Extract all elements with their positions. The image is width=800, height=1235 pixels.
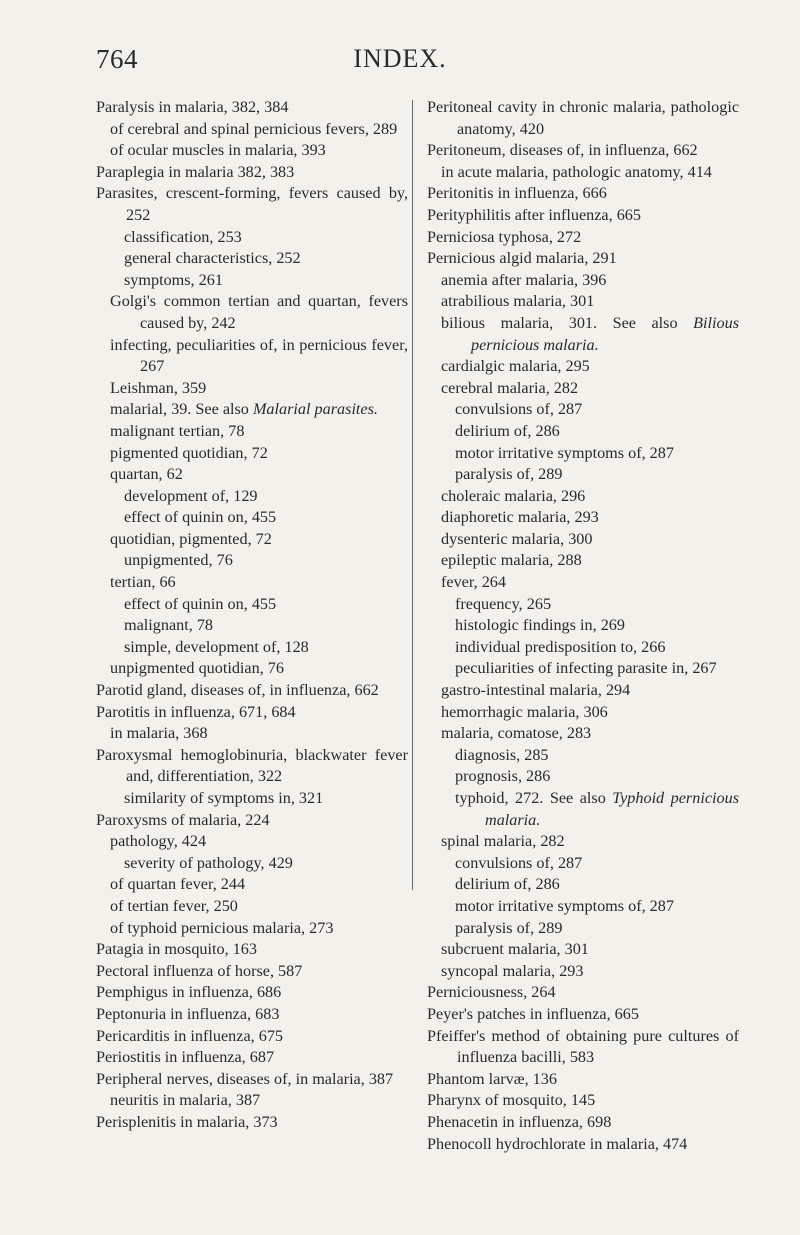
index-entry-text: of ocular muscles in malaria, 393 xyxy=(110,141,326,160)
index-entry-text: choleraic malaria, 296 xyxy=(441,486,586,505)
index-entry xyxy=(427,982,739,1004)
index-entry-text: dysenteric malaria, 300 xyxy=(441,529,593,548)
index-entry xyxy=(96,810,408,832)
index-entry-text: malignant tertian, 78 xyxy=(110,421,245,440)
index-entry-text: Perisplenitis in malaria, 373 xyxy=(96,1112,278,1131)
index-entry-text: effect of quinin on, 455 xyxy=(124,508,277,527)
index-entry xyxy=(427,140,739,162)
running-title: INDEX. xyxy=(353,44,447,73)
index-entry xyxy=(96,874,408,896)
index-entry-text: Phantom larvæ, 136 xyxy=(427,1069,557,1088)
index-entry-text: histologic findings in, 269 xyxy=(455,616,625,635)
index-entry xyxy=(96,529,408,551)
index-entry xyxy=(96,270,408,292)
index-column-left xyxy=(96,97,408,1134)
index-entry xyxy=(96,1090,408,1112)
index-entry xyxy=(96,421,408,443)
index-entry xyxy=(96,788,408,810)
index-entry xyxy=(427,97,739,140)
index-entry xyxy=(427,961,739,983)
index-entry xyxy=(427,615,739,637)
index-entry xyxy=(427,918,739,940)
index-entry xyxy=(427,356,739,378)
index-entry-text: classification, 253 xyxy=(124,227,242,246)
index-entry-text: Perniciousness, 264 xyxy=(427,983,556,1002)
index-entry xyxy=(427,594,739,616)
index-entry xyxy=(96,961,408,983)
index-entry xyxy=(96,896,408,918)
index-entry-text: Parotid gland, diseases of, in influenza, 662 xyxy=(96,681,379,700)
index-entry-text: Peritoneal cavity in chronic malaria, pathologic anatomy, 420 xyxy=(427,98,739,138)
index-entry xyxy=(96,227,408,249)
index-entry-text: Pericarditis in influenza, 675 xyxy=(96,1026,284,1045)
index-entry xyxy=(96,723,408,745)
index-entry-text: typhoid, 272. See also xyxy=(455,789,613,807)
index-entry xyxy=(427,939,739,961)
page-number: 764 xyxy=(96,44,138,74)
index-entry-text: Peritoneum, diseases of, in influenza, 662 xyxy=(427,141,698,160)
index-entry-text: gastro-intestinal malaria, 294 xyxy=(441,681,631,700)
index-entry xyxy=(427,399,739,421)
index-entry xyxy=(427,874,739,896)
index-entry xyxy=(96,982,408,1004)
index-entry-text: Peptonuria in influenza, 683 xyxy=(96,1004,280,1023)
index-entry-text: epileptic malaria, 288 xyxy=(441,551,582,570)
index-entry-text: Perityphilitis after influenza, 665 xyxy=(427,205,641,224)
index-entry-text: diaphoretic malaria, 293 xyxy=(441,508,599,527)
column-divider xyxy=(412,100,413,890)
index-entry xyxy=(427,378,739,400)
index-entry-text: convulsions of, 287 xyxy=(455,853,583,872)
index-entry xyxy=(427,766,739,788)
index-entry-text: tertian, 66 xyxy=(110,573,176,592)
index-entry xyxy=(96,1004,408,1026)
index-entry-text: in acute malaria, pathologic anatomy, 414 xyxy=(441,162,712,181)
index-entry-text: Pernicious algid malaria, 291 xyxy=(427,249,617,268)
index-entry xyxy=(427,291,739,313)
index-entry-text: Peritonitis in influenza, 666 xyxy=(427,184,607,203)
index-entry xyxy=(96,680,408,702)
index-entry-text: Periostitis in influenza, 687 xyxy=(96,1048,275,1067)
index-entry xyxy=(96,1112,408,1134)
index-entry xyxy=(427,162,739,184)
index-entry-text: Phenocoll hydrochlorate in malaria, 474 xyxy=(427,1134,688,1153)
index-entry-text: pathology, 424 xyxy=(110,832,207,851)
index-entry-text: atrabilious malaria, 301 xyxy=(441,292,595,311)
index-entry xyxy=(427,1112,739,1134)
index-entry-text: Patagia in mosquito, 163 xyxy=(96,940,257,959)
index-entry-text: development of, 129 xyxy=(124,486,258,505)
index-entry xyxy=(96,183,408,226)
index-entry xyxy=(427,270,739,292)
index-entry-text: in malaria, 368 xyxy=(110,724,208,743)
index-entry-text: anemia after malaria, 396 xyxy=(441,270,607,289)
index-entry xyxy=(427,443,739,465)
index-entry-text: bilious malaria, 301. See also xyxy=(441,313,694,332)
index-entry-text: paralysis of, 289 xyxy=(455,918,563,937)
index-column-right xyxy=(427,97,739,1155)
index-entry xyxy=(427,1026,739,1069)
index-entry-text: delirium of, 286 xyxy=(455,875,560,894)
index-entry-text: individual predisposition to, 266 xyxy=(455,637,666,656)
index-entry-text: of cerebral and spinal pernicious fevers, 289 xyxy=(110,119,398,138)
index-entry-text: Peripheral nerves, diseases of, in malaria, 387 xyxy=(96,1069,394,1088)
index-entry xyxy=(96,918,408,940)
index-entry-text: Pharynx of mosquito, 145 xyxy=(427,1091,596,1110)
index-entry-text: simple, development of, 128 xyxy=(124,637,309,656)
index-entry xyxy=(96,1069,408,1091)
index-entry-text: of tertian fever, 250 xyxy=(110,896,238,915)
index-entry-text: fever, 264 xyxy=(441,573,506,592)
cross-reference: Typhoid pernicious malaria. xyxy=(485,789,739,829)
index-entry-text: motor irritative symptoms of, 287 xyxy=(455,443,674,462)
cross-reference: Malarial parasites. xyxy=(252,400,378,419)
index-entry xyxy=(96,550,408,572)
index-entry xyxy=(96,464,408,486)
index-entry-text: paralysis of, 289 xyxy=(455,465,563,484)
index-entry-text: symptoms, 261 xyxy=(124,270,223,289)
index-entry-text: Peyer's patches in influenza, 665 xyxy=(427,1004,639,1023)
index-entry-text: Pectoral influenza of horse, 587 xyxy=(96,961,303,980)
index-entry xyxy=(427,486,739,508)
index-entry-text: quotidian, pigmented, 72 xyxy=(110,529,272,548)
index-entry xyxy=(96,97,408,119)
index-entry xyxy=(96,140,408,162)
index-entry xyxy=(427,572,739,594)
index-entry xyxy=(427,464,739,486)
index-entry xyxy=(96,378,408,400)
index-entry xyxy=(427,313,739,356)
index-entry-text: frequency, 265 xyxy=(455,594,552,613)
index-entry xyxy=(96,248,408,270)
index-entry-text: malaria, comatose, 283 xyxy=(441,724,592,743)
index-entry-text: Golgi's common tertian and quartan, fevers caused by, 242 xyxy=(110,292,408,332)
index-entry xyxy=(427,227,739,249)
page-header xyxy=(0,44,800,84)
index-entry xyxy=(427,421,739,443)
index-entry-text: of quartan fever, 244 xyxy=(110,875,246,894)
index-entry xyxy=(427,896,739,918)
index-entry-text: unpigmented quotidian, 76 xyxy=(110,659,284,678)
index-entry xyxy=(96,399,408,421)
index-entry-text: of typhoid pernicious malaria, 273 xyxy=(110,918,334,937)
index-entry xyxy=(427,1090,739,1112)
index-entry xyxy=(96,637,408,659)
index-entry-text: Paroxysmal hemoglobinuria, blackwater fever and, differentiation, 322 xyxy=(96,745,408,786)
index-entry-text: Paralysis in malaria, 382, 384 xyxy=(96,98,289,116)
index-entry xyxy=(427,529,739,551)
index-entry xyxy=(427,1069,739,1091)
index-entry xyxy=(427,723,739,745)
index-entry xyxy=(96,119,408,141)
index-entry xyxy=(96,291,408,334)
index-entry-text: Paraplegia in malaria 382, 383 xyxy=(96,162,295,181)
index-entry xyxy=(427,183,739,205)
index-entry xyxy=(427,1134,739,1156)
index-entry xyxy=(427,1004,739,1026)
index-entry-text: neuritis in malaria, 387 xyxy=(110,1091,261,1110)
index-entry-text: hemorrhagic malaria, 306 xyxy=(441,702,608,721)
index-entry xyxy=(427,637,739,659)
cross-reference: Bilious pernicious malaria. xyxy=(471,313,739,354)
index-entry xyxy=(427,507,739,529)
index-entry-text: Phenacetin in influenza, 698 xyxy=(427,1112,612,1131)
index-entry-text: cerebral malaria, 282 xyxy=(441,378,579,397)
index-entry-text: Leishman, 359 xyxy=(110,378,207,397)
index-entry xyxy=(96,162,408,184)
index-entry xyxy=(96,572,408,594)
index-entry-text: effect of quinin on, 455 xyxy=(124,594,277,613)
index-entry xyxy=(96,1047,408,1069)
index-entry xyxy=(96,486,408,508)
index-entry-text: delirium of, 286 xyxy=(455,421,560,440)
index-entry-text: cardialgic malaria, 295 xyxy=(441,357,590,376)
index-entry xyxy=(427,205,739,227)
index-entry xyxy=(96,702,408,724)
index-entry-text: Pfeiffer's method of obtaining pure cultures of influenza bacilli, 583 xyxy=(427,1026,739,1067)
index-entry xyxy=(96,507,408,529)
index-entry-text: quartan, 62 xyxy=(110,465,183,484)
index-entry-text: similarity of symptoms in, 321 xyxy=(124,789,324,807)
index-entry-text: spinal malaria, 282 xyxy=(441,832,565,851)
index-entry-text: motor irritative symptoms of, 287 xyxy=(455,896,674,915)
index-entry xyxy=(427,745,739,767)
index-entry-text: severity of pathology, 429 xyxy=(124,853,293,872)
index-entry-text: malignant, 78 xyxy=(124,616,214,635)
index-entry xyxy=(427,248,739,270)
index-entry-text: malarial, 39. See also xyxy=(110,400,253,419)
index-entry xyxy=(96,594,408,616)
index-entry-text: prognosis, 286 xyxy=(455,767,551,786)
index-entry-text: Perniciosa typhosa, 272 xyxy=(427,227,582,246)
index-entry-text: peculiarities of infecting parasite in, 267 xyxy=(455,659,717,678)
index-entry xyxy=(96,939,408,961)
index-entry xyxy=(96,658,408,680)
index-entry xyxy=(96,831,408,853)
index-entry xyxy=(427,853,739,875)
index-entry-text: infecting, peculiarities of, in pernicious fever, 267 xyxy=(110,335,408,376)
index-entry xyxy=(427,788,739,831)
index-entry-text: subcruent malaria, 301 xyxy=(441,940,589,959)
index-entry-text: Pemphigus in influenza, 686 xyxy=(96,983,282,1002)
index-entry-text: Parotitis in influenza, 671, 684 xyxy=(96,702,296,721)
index-entry xyxy=(96,615,408,637)
index-entry-text: unpigmented, 76 xyxy=(124,551,233,570)
index-entry xyxy=(427,658,739,680)
index-entry-text: general characteristics, 252 xyxy=(124,249,301,268)
index-entry xyxy=(427,831,739,853)
index-entry xyxy=(96,335,408,378)
index-entry-text: convulsions of, 287 xyxy=(455,400,583,419)
index-entry-text: syncopal malaria, 293 xyxy=(441,961,584,980)
index-entry-text: diagnosis, 285 xyxy=(455,745,549,764)
index-entry xyxy=(427,550,739,572)
index-entry xyxy=(96,443,408,465)
index-entry-text: Parasites, crescent-forming, fevers caused by, 252 xyxy=(96,184,408,224)
index-entry xyxy=(427,702,739,724)
index-entry xyxy=(96,853,408,875)
index-entry-text: Paroxysms of malaria, 224 xyxy=(96,810,270,829)
index-entry-text: pigmented quotidian, 72 xyxy=(110,443,268,462)
index-entry xyxy=(96,1026,408,1048)
index-entry xyxy=(427,680,739,702)
index-entry xyxy=(96,745,408,788)
